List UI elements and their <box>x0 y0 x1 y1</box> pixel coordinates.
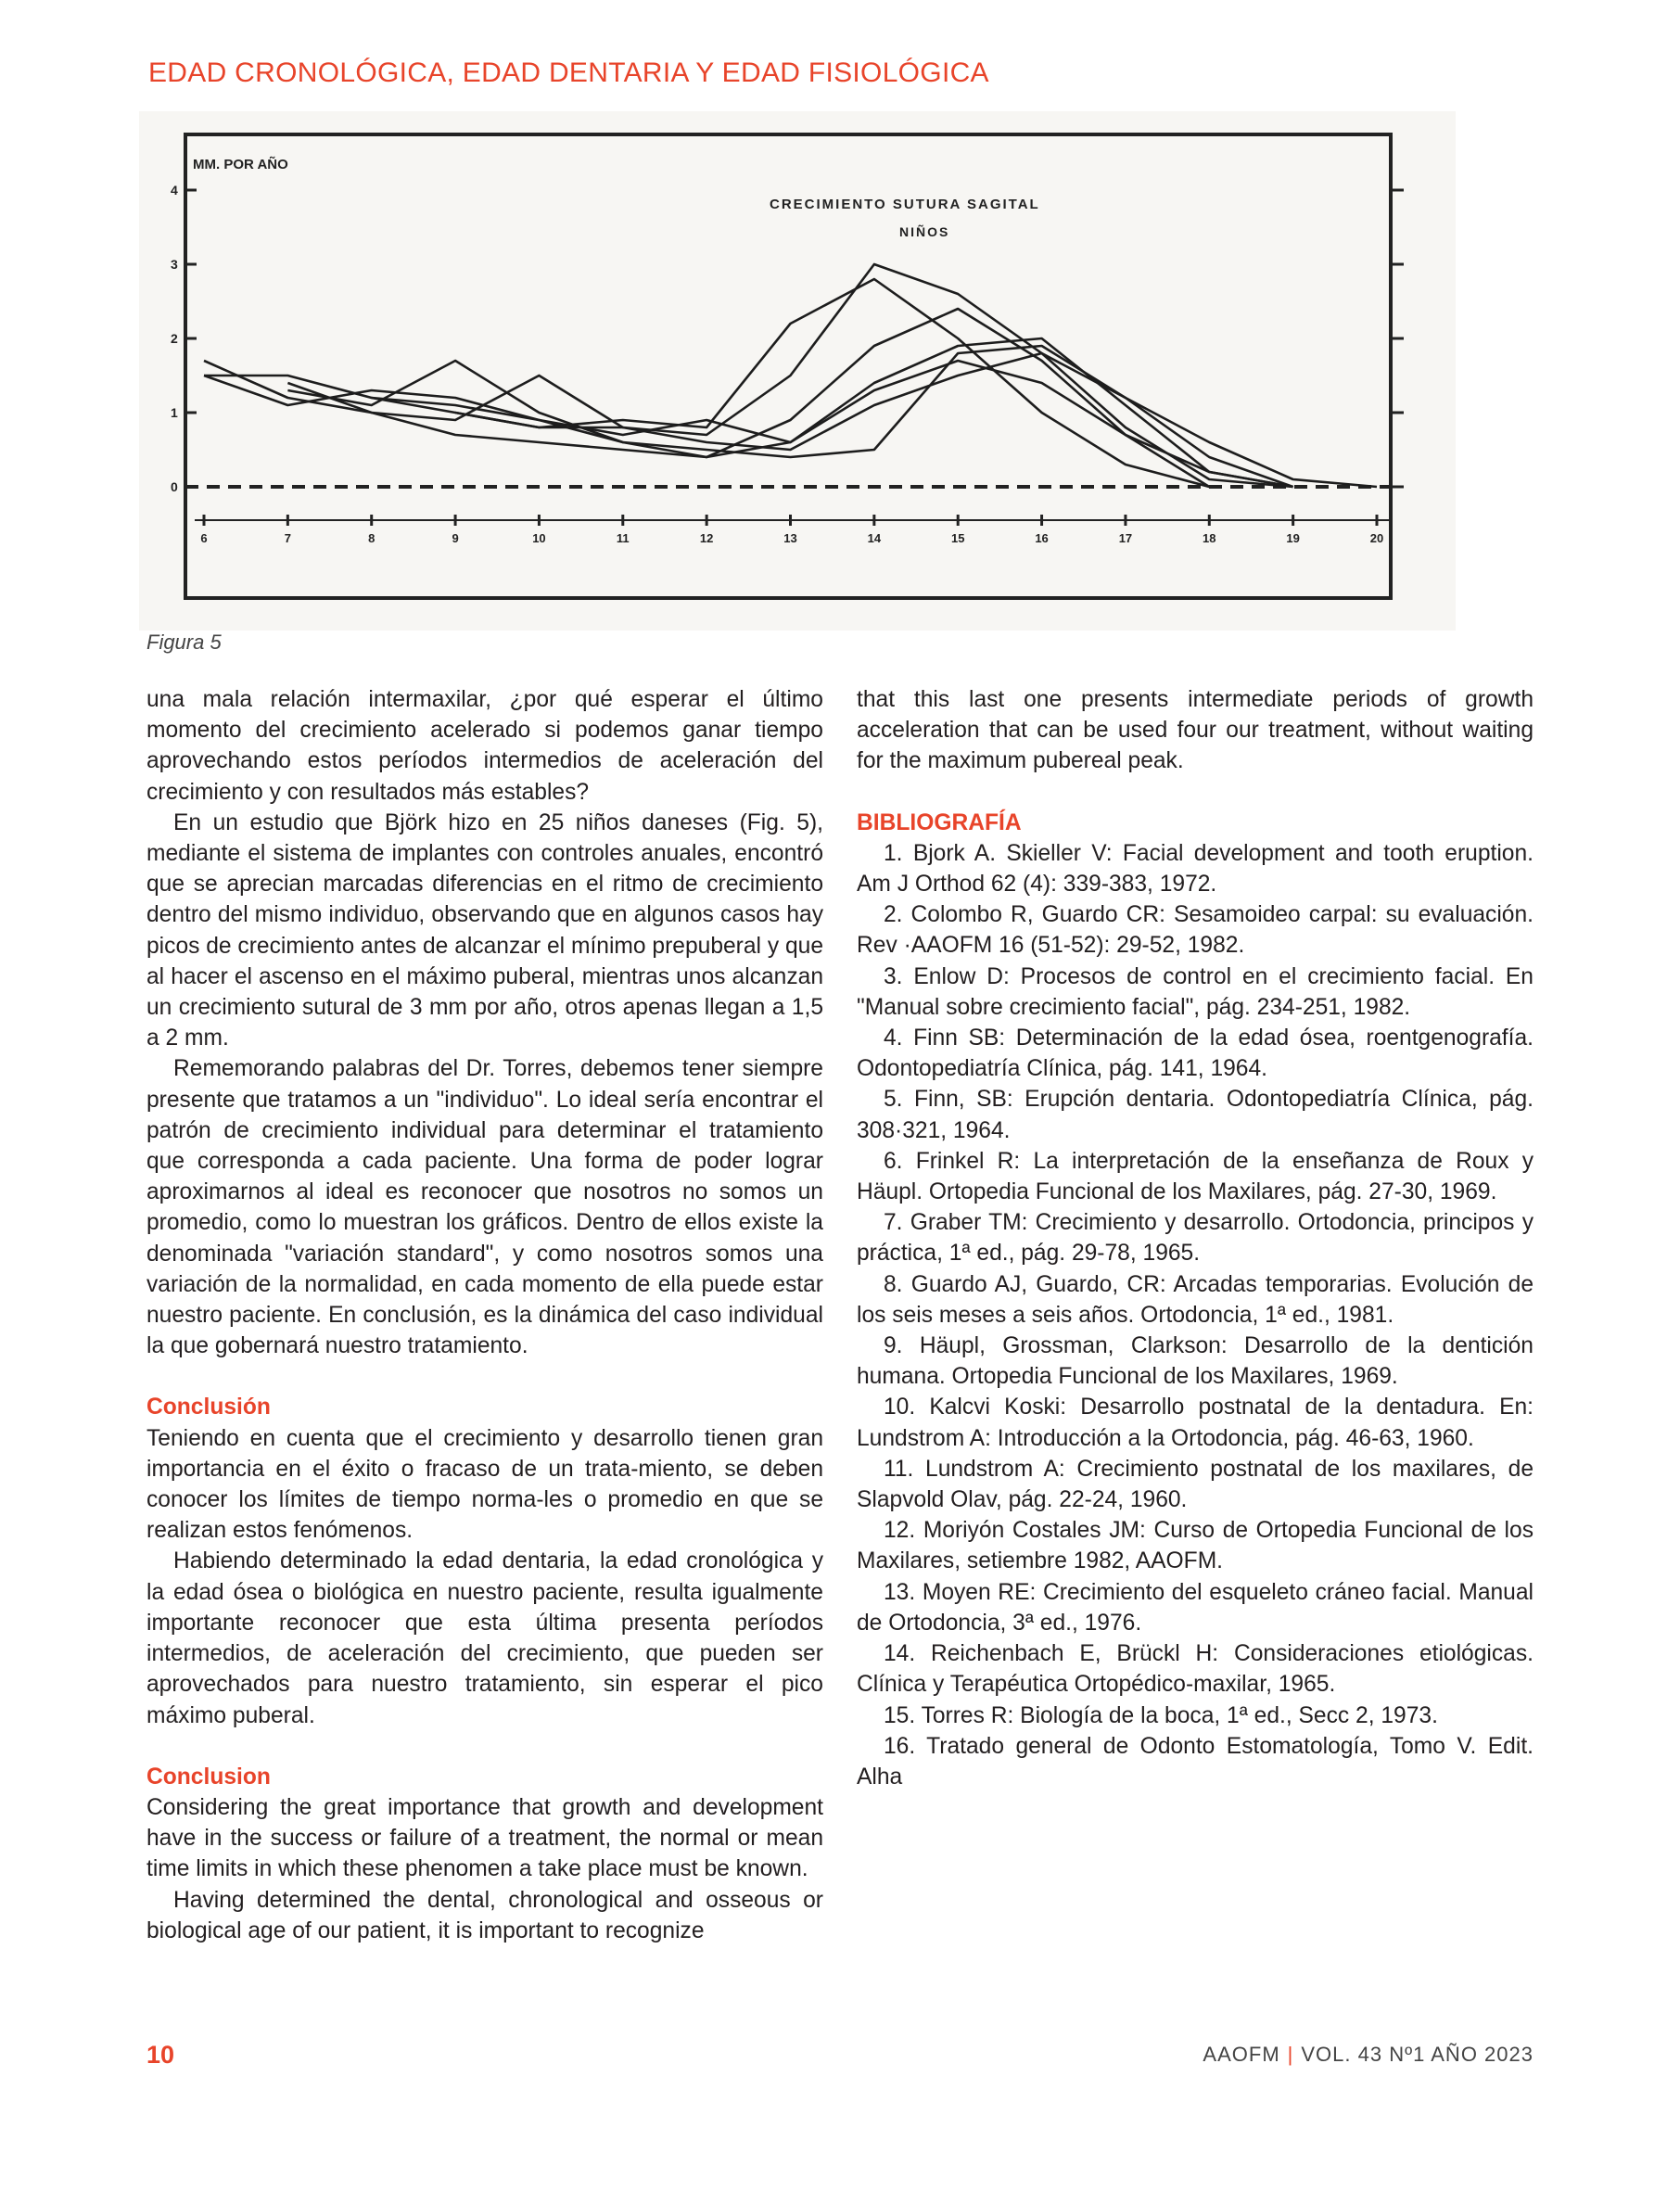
section-heading-bibliography: BIBLIOGRAFÍA <box>857 809 1022 835</box>
reference-item: 13. Moyen RE: Crecimiento del esqueleto cráneo facial. Manual de Ortodoncia, 3ª ed., 1976. <box>857 1579 1534 1636</box>
x-tick-label: 17 <box>1118 531 1133 545</box>
journal-name: AAOFM <box>1203 2043 1280 2066</box>
reference-item: 9. Häupl, Grossman, Clarkson: Desarrollo de la dentición humana. Ortopedia Funcional de los Maxilares, 1969. <box>857 1333 1534 1390</box>
growth-series-line-4 <box>287 338 1292 487</box>
reference-item: 5. Finn, SB: Erupción dentaria. Odontopediatría Clínica, pág. 308·321, 1964. <box>857 1087 1534 1143</box>
x-tick-label: 20 <box>1369 531 1384 545</box>
reference-item: 8. Guardo AJ, Guardo, CR: Arcadas temporarias. Evolución de los seis meses a seis años. Ortodoncia, 1ª ed., 1981. <box>857 1271 1534 1328</box>
reference-item: 6. Frinkel R: La interpretación de la enseñanza de Roux y Häupl. Ortopedia Funcional de los Maxilares, pág. 27-30, 1969. <box>857 1148 1534 1205</box>
journal-footer <box>1203 2043 1534 2067</box>
x-tick-label: 10 <box>532 531 546 545</box>
section-heading-conclusion-en: Conclusion <box>146 1764 271 1790</box>
reference-item: 11. Lundstrom A: Crecimiento postnatal de los maxilares, de Slapvold Olav, pág. 22-24, 1960. <box>857 1456 1534 1513</box>
x-tick-label: 7 <box>284 531 291 545</box>
paragraph: Considering the great importance that growth and development have in the success or failure of a treatment, the normal or mean time limits in which these phenomen a take place must be known. <box>146 1794 823 1882</box>
x-tick-label: 15 <box>950 531 965 545</box>
page-number: 10 <box>146 2041 175 2069</box>
reference-item: 15. Torres R: Biología de la boca, 1ª ed., Secc 2, 1973. <box>884 1702 1438 1728</box>
y-tick-label: 2 <box>171 331 178 346</box>
x-tick-label: 9 <box>452 531 459 545</box>
section-heading-conclusion-es: Conclusión <box>146 1395 271 1420</box>
growth-series-line-1 <box>204 279 1209 487</box>
x-tick-label: 6 <box>200 531 208 545</box>
reference-item: 3. Enlow D: Procesos de control en el crecimiento facial. En "Manual sobre crecimiento facial", pág. 234-251, 1982. <box>857 963 1534 1020</box>
x-tick-label: 13 <box>783 531 797 545</box>
reference-item: 16. Tratado general de Odonto Estomatología, Tomo V. Edit. Alha <box>857 1733 1534 1790</box>
reference-item: 10. Kalcvi Koski: Desarrollo postnatal de la dentadura. En: Lundstrom A: Introducción a la Ortodoncia, pág. 46-63, 1960. <box>857 1395 1534 1451</box>
y-tick-label: 0 <box>171 479 178 494</box>
growth-series-line-6 <box>372 361 1293 487</box>
right-column <box>857 684 1534 1792</box>
paragraph: Habiendo determinado la edad dentaria, la edad cronológica y la edad ósea o biológica en nuestro paciente, resulta igualmente importante reconocer que esta última presenta períodos intermedios, de aceleración del crecimiento, que pueden ser aprovechados para nuestro tratamiento, sin esperar el pico máximo puberal. <box>146 1548 823 1728</box>
x-tick-label: 18 <box>1203 531 1216 545</box>
reference-list <box>857 838 1534 1792</box>
x-tick-label: 11 <box>616 531 630 545</box>
reference-item: 12. Moriyón Costales JM: Curso de Ortopedia Funcional de los Maxilares, setiembre 1982, AAOFM. <box>857 1518 1534 1574</box>
x-tick-label: 14 <box>867 531 882 545</box>
x-tick-label: 8 <box>368 531 375 545</box>
chart-subtitle: NIÑOS <box>899 224 950 239</box>
journal-volume: VOL. 43 Nº1 AÑO 2023 <box>1301 2043 1534 2066</box>
y-tick-label: 3 <box>171 257 178 272</box>
x-tick-label: 16 <box>1035 531 1049 545</box>
paragraph: that this last one presents intermediate periods of growth acceleration that can be used four our treatment, without waiting for the maximum pubereal peak. <box>857 687 1534 774</box>
y-tick-label: 4 <box>171 183 178 197</box>
reference-item: 7. Graber TM: Crecimiento y desarrollo. Ortodoncia, principos y práctica, 1ª ed., pág. 29-78, 1965. <box>857 1210 1534 1267</box>
growth-series-line-5 <box>287 346 1292 487</box>
paragraph: una mala relación intermaxilar, ¿por qué esperar el último momento del crecimiento acelerado si podemos ganar tiempo aprovechando estos períodos intermedios de aceleración del crecimiento y con resultados más estables? <box>146 687 823 805</box>
left-column <box>146 684 823 1946</box>
footer-separator: | <box>1287 2043 1294 2066</box>
growth-chart-svg <box>139 111 1456 631</box>
paragraph: En un estudio que Björk hizo en 25 niños daneses (Fig. 5), mediante el sistema de implantes con controles anuales, encontró que se aprecian marcadas diferencias en el ritmo de crecimiento dentro del mismo individuo, observando que en algunos casos hay picos de crecimiento antes de alcanzar el mínimo prepuberal y que al hacer el ascenso en el máximo puberal, mientras unos alcanzan un crecimiento sutural de 3 mm por año, otros apenas llegan a 1,5 a 2 mm. <box>146 809 824 1051</box>
reference-item: 1. Bjork A. Skieller V: Facial development and tooth eruption. Am J Orthod 62 (4): 339-383, 1972. <box>857 840 1534 898</box>
paragraph: Rememorando palabras del Dr. Torres, debemos tener siempre presente que tratamos a un "individuo". Lo ideal sería encontrar el patrón de crecimiento individual para determinar el tratamiento que corresponda a cada paciente. Una forma de poder lograr aproximarnos al ideal es reconocer que nosotros no somos un promedio, como lo muestran los gráficos. Dentro de ellos existe la denominada "variación standard", y como nosotros somos una variación de la normalidad, en cada momento de ella puede estar nuestro paciente. En conclusión, es la dinámica del caso individual la que gobernará nuestro tratamiento. <box>146 1056 823 1359</box>
reference-item: 2. Colombo R, Guardo CR: Sesamoideo carpal: su evaluación. Rev ·AAOFM 16 (51-52): 29-52, 1982. <box>857 902 1534 959</box>
y-tick-label: 1 <box>171 405 178 420</box>
unit-label: MM. POR AÑO <box>193 157 288 172</box>
chart-title: CRECIMIENTO SUTURA SAGITAL <box>770 197 1040 212</box>
growth-series-line-3 <box>204 309 1209 487</box>
paragraph: Teniendo en cuenta que el crecimiento y desarrollo tienen gran importancia en el éxito o fracaso de un trata-miento, se deben conocer los límites de tiempo norma-les o promedio en que se realizan estos fenómenos. <box>146 1425 823 1544</box>
reference-item: 4. Finn SB: Determinación de la edad ósea, roentgenografía. Odontopediatría Clínica, pág. 141, 1964. <box>857 1025 1534 1082</box>
running-header: EDAD CRONOLÓGICA, EDAD DENTARIA Y EDAD FISIOLÓGICA <box>148 57 989 88</box>
x-tick-label: 12 <box>699 531 714 545</box>
paragraph: Having determined the dental, chronological and osseous or biological age of our patient, it is important to recognize <box>146 1887 823 1943</box>
reference-item: 14. Reichenbach E, Brückl H: Consideraciones etiológicas. Clínica y Terapéutica Ortopédico-maxilar, 1965. <box>857 1641 1534 1698</box>
figure-5-chart <box>139 111 1456 631</box>
x-tick-label: 19 <box>1286 531 1300 545</box>
figure-caption: Figura 5 <box>146 631 222 654</box>
